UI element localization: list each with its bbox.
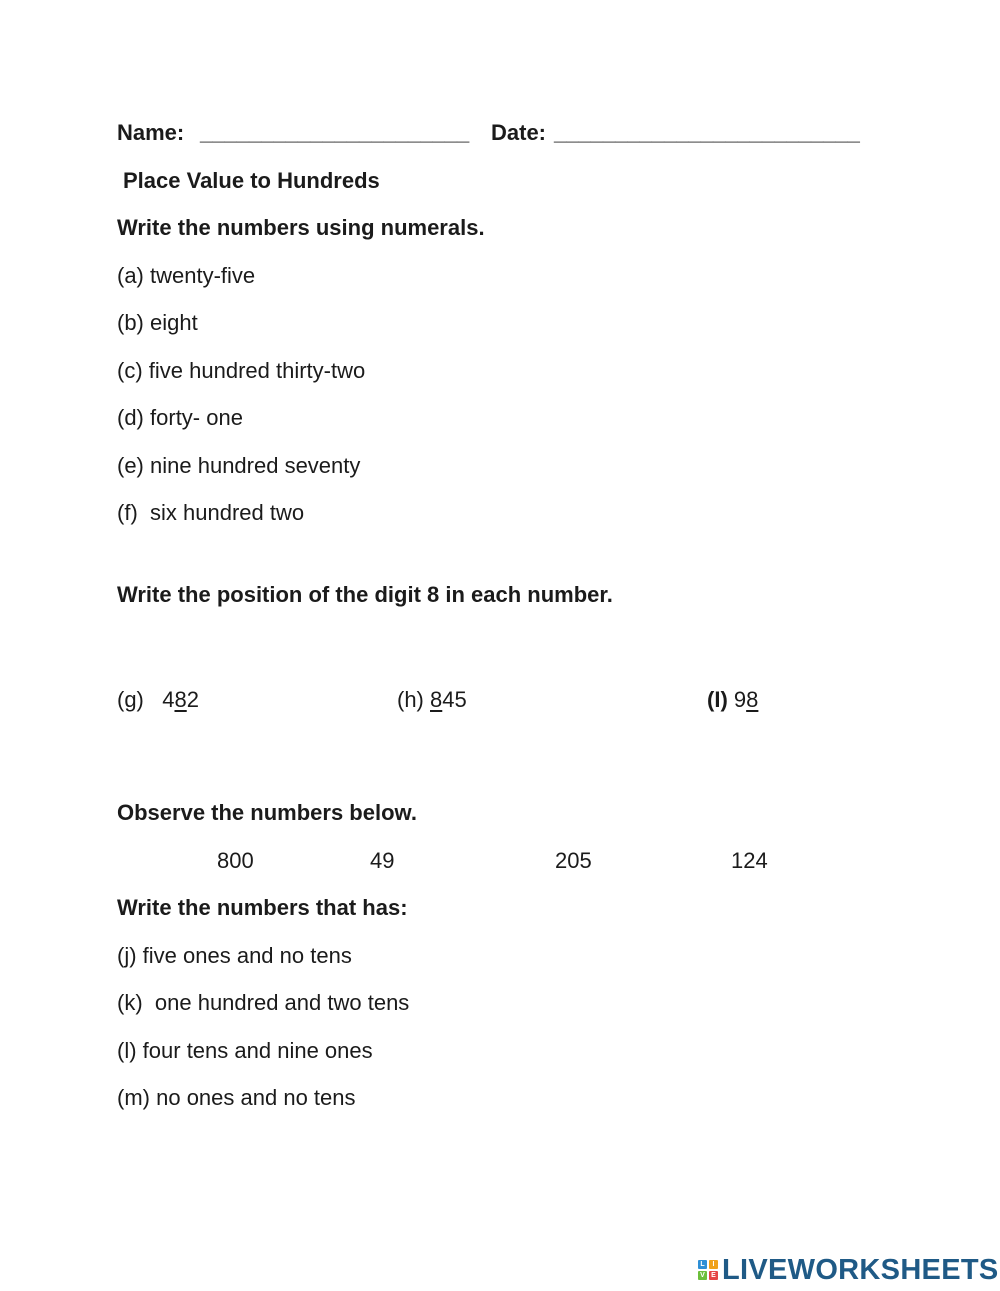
item-m: [117, 1085, 356, 1111]
liveworksheets-logo: [698, 1255, 999, 1285]
item-d: [117, 405, 243, 431]
page-title: Place Value to Hundreds: [123, 168, 380, 193]
underlined-digit: 8: [430, 687, 443, 712]
underlined-digit: 8: [174, 687, 187, 712]
logo-mark-icon: [698, 1260, 718, 1280]
date-field[interactable]: _________________________: [554, 120, 860, 145]
logo-block: L: [698, 1260, 707, 1269]
item-h: [397, 687, 467, 713]
section1-instruction: Write the numbers using numerals.: [117, 215, 485, 240]
section3-instruction: Observe the numbers below.: [117, 800, 417, 825]
item-label: (j): [117, 943, 137, 968]
item-l: [117, 1038, 373, 1064]
number-prefix: 9: [733, 687, 747, 712]
item-label: (g): [117, 687, 144, 712]
logo-text: LIVEWORKSHEETS: [722, 1253, 999, 1286]
observe-number: 205: [555, 848, 592, 873]
item-text: five hundred thirty-two: [148, 358, 366, 383]
item-g: [117, 687, 199, 713]
item-b: [117, 310, 198, 336]
item-text: five ones and no tens: [142, 943, 352, 968]
item-text: six hundred two: [150, 500, 305, 525]
logo-block: V: [698, 1271, 707, 1280]
logo-block: E: [709, 1271, 718, 1280]
number-suffix: 45: [442, 687, 467, 712]
item-c: [117, 358, 365, 384]
item-label: (d): [117, 405, 144, 430]
number-suffix: 2: [186, 687, 199, 712]
item-j: [117, 943, 352, 969]
item-text: eight: [150, 310, 198, 335]
item-label: (I): [707, 687, 728, 712]
observe-number: 49: [370, 848, 395, 873]
item-label: (e): [117, 453, 144, 478]
item-k: [117, 990, 409, 1016]
item-label: (h): [397, 687, 424, 712]
logo-block: I: [709, 1260, 718, 1269]
item-label: (l): [117, 1038, 137, 1063]
item-a: [117, 263, 255, 289]
date-label: Date:: [491, 120, 547, 145]
item-text: no ones and no tens: [156, 1085, 356, 1110]
item-label: (m): [117, 1085, 150, 1110]
item-label: (f): [117, 500, 138, 525]
item-label: (b): [117, 310, 144, 335]
name-field[interactable]: ______________________: [200, 120, 470, 145]
item-e: [117, 453, 360, 479]
item-f: [117, 500, 304, 526]
observe-number: 800: [217, 848, 254, 873]
item-label: (c): [117, 358, 143, 383]
number-prefix: 4: [162, 687, 175, 712]
underlined-digit: 8: [746, 687, 759, 712]
section2-instruction: Write the position of the digit 8 in each number.: [117, 582, 613, 607]
observe-number: 124: [731, 848, 768, 873]
item-text: nine hundred seventy: [150, 453, 361, 478]
item-text: forty- one: [150, 405, 243, 430]
section3-subinstruction: Write the numbers that has:: [117, 895, 408, 920]
item-text: twenty-five: [150, 263, 256, 288]
item-label: (a): [117, 263, 144, 288]
item-text: four tens and nine ones: [142, 1038, 373, 1063]
item-text: one hundred and two tens: [154, 990, 410, 1015]
item-i: [707, 687, 758, 713]
item-label: (k): [117, 990, 143, 1015]
name-label: Name:: [117, 120, 185, 145]
